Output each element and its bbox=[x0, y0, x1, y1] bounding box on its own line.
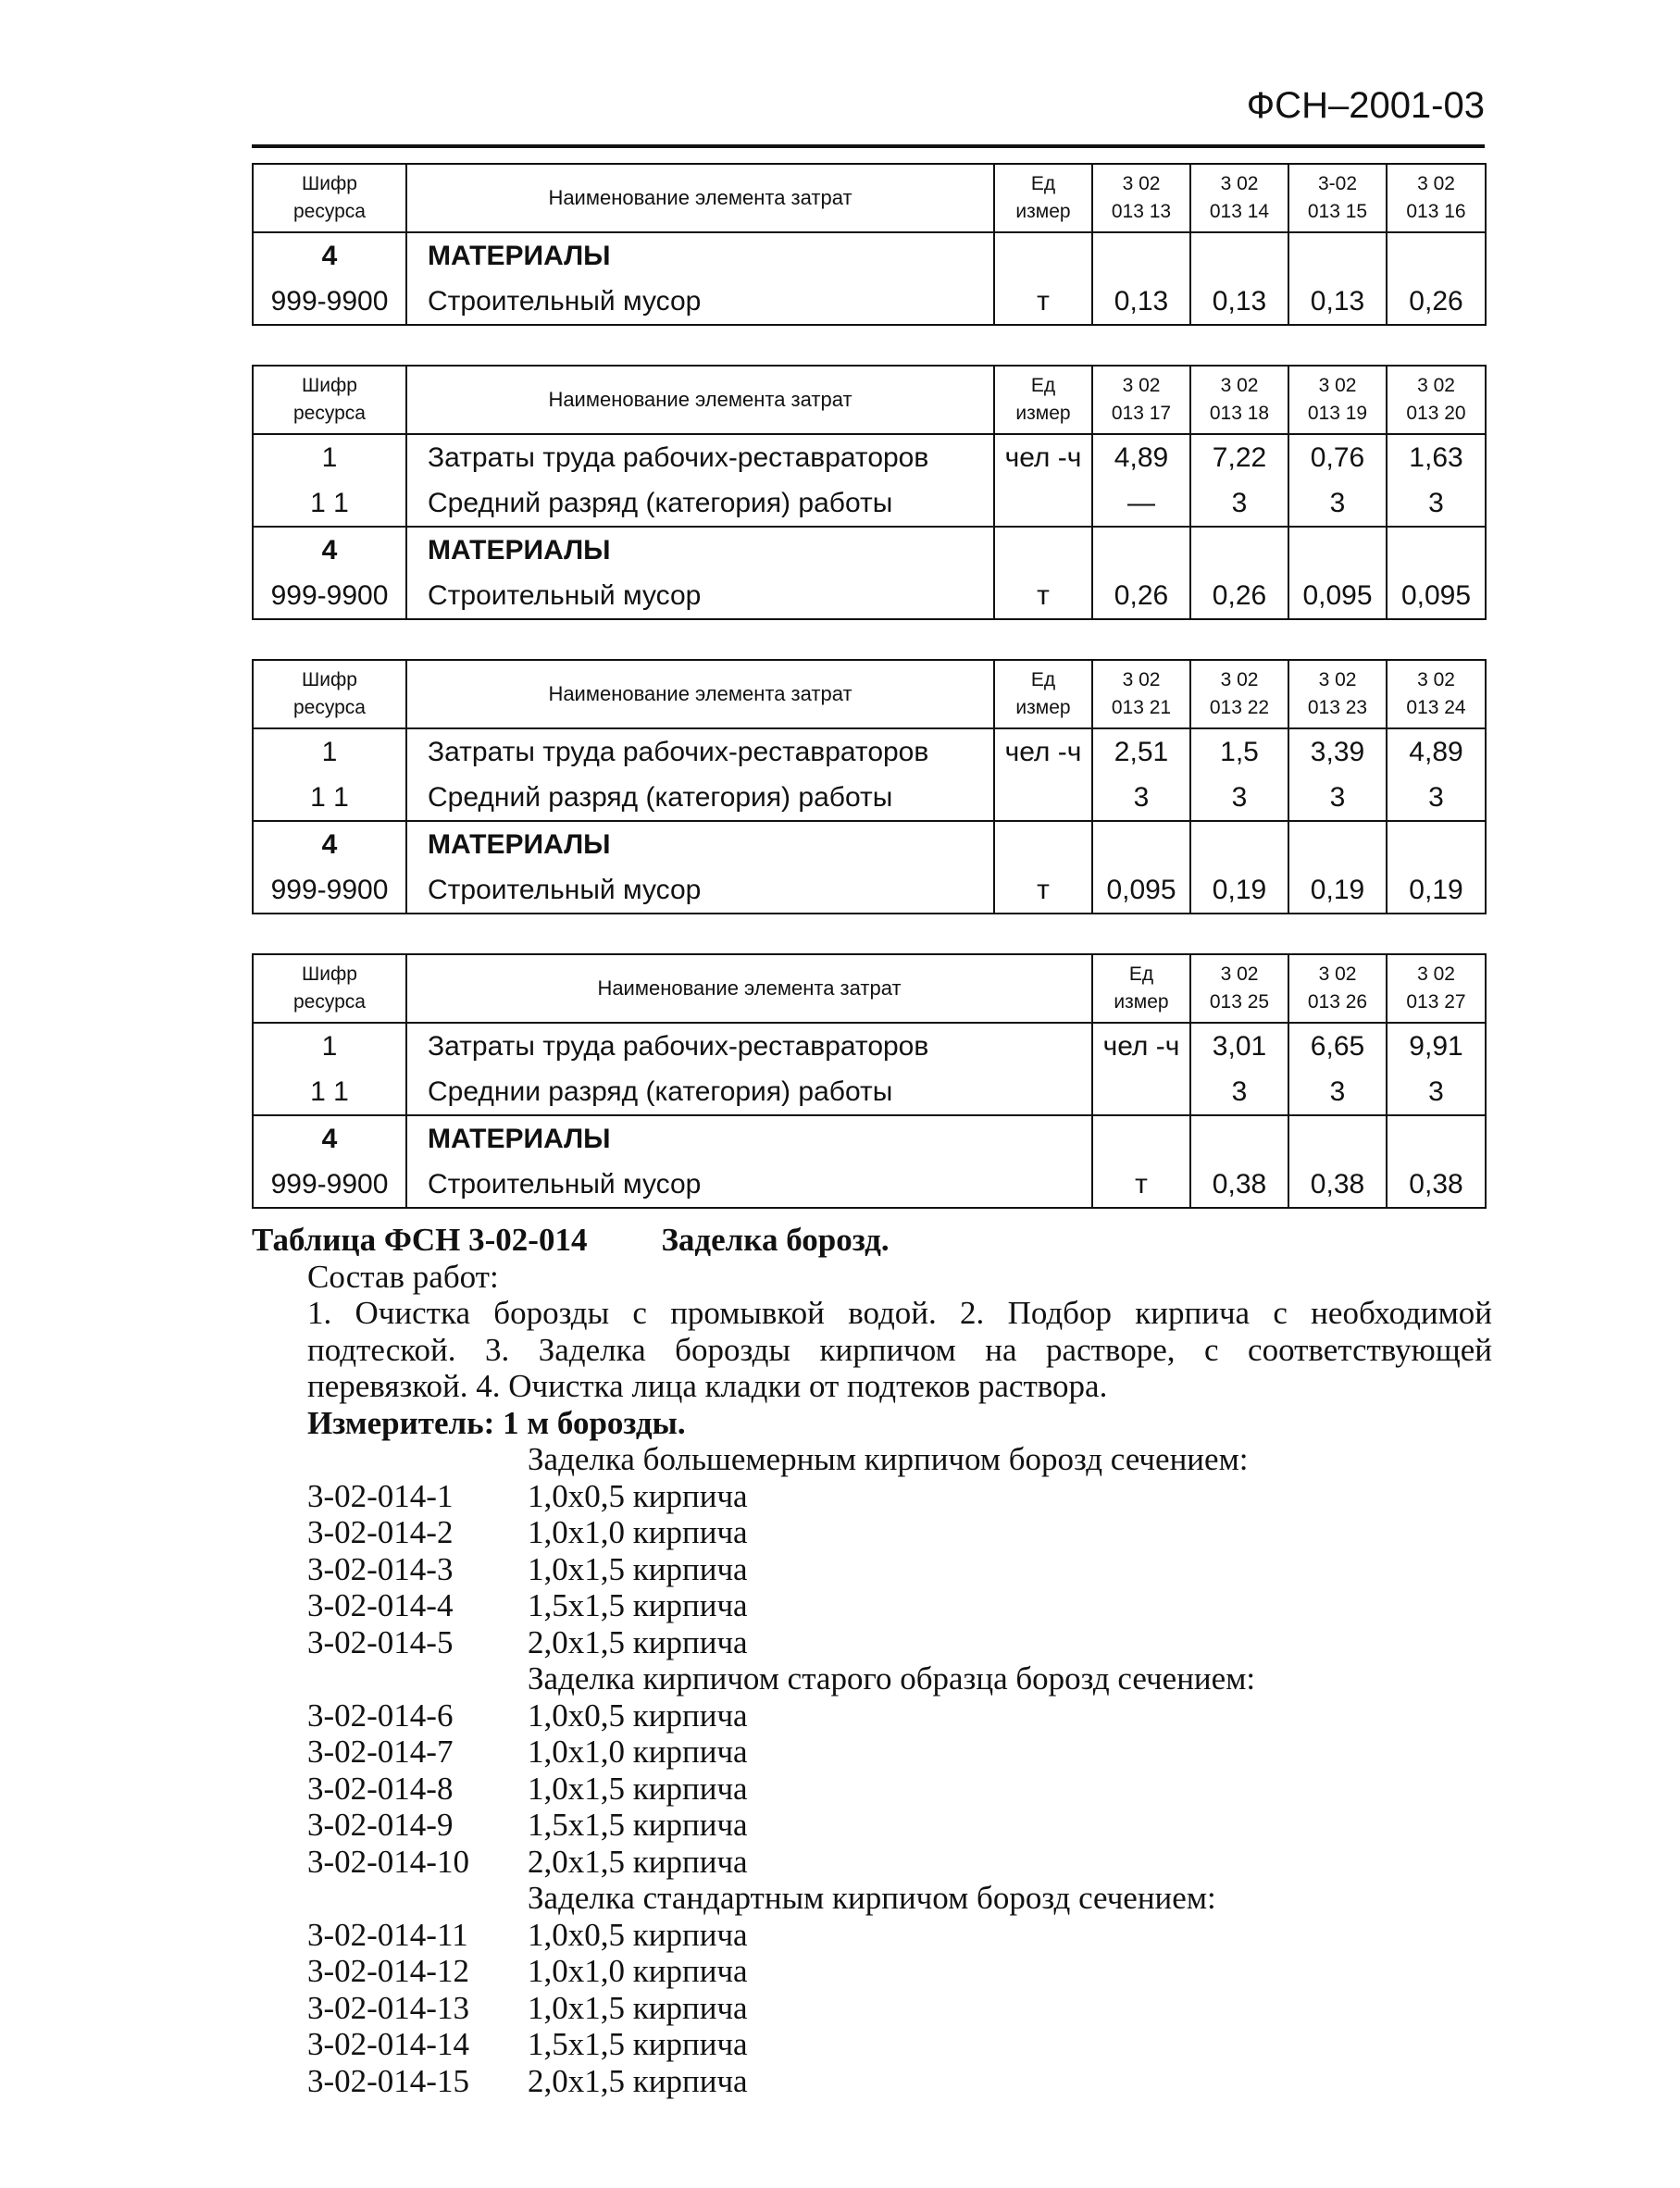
row-value: 3 bbox=[1190, 775, 1288, 821]
row-value: 3 bbox=[1190, 1069, 1288, 1115]
header-column: 3 02 013 17 bbox=[1092, 366, 1190, 434]
header-column: 3 02 013 27 bbox=[1387, 954, 1486, 1023]
header-code: Шифр ресурса bbox=[253, 164, 406, 232]
row-value: 0,095 bbox=[1387, 573, 1486, 619]
header-column: 3 02 013 24 bbox=[1387, 660, 1486, 728]
table-title: Заделка борозд. bbox=[661, 1222, 890, 1258]
group-title: Заделка стандартным кирпичом борозд сечением: bbox=[528, 1880, 1216, 1916]
row-value: — bbox=[1092, 480, 1190, 527]
row-name: Средний разряд (категория) работы bbox=[406, 775, 994, 821]
section-title bbox=[252, 1222, 1492, 1259]
row-name: МАТЕРИАЛЫ bbox=[406, 1115, 1092, 1162]
row-value bbox=[1092, 232, 1190, 279]
row-code: 999-9900 bbox=[253, 279, 406, 325]
row-value bbox=[1092, 821, 1190, 867]
table-header-row bbox=[253, 660, 1486, 728]
table-row bbox=[253, 434, 1486, 480]
row-name: Строительный мусор bbox=[406, 279, 994, 325]
item-code: 3-02-014-11 bbox=[307, 1916, 468, 1953]
list-item bbox=[252, 1734, 1492, 1771]
row-value bbox=[1288, 527, 1387, 573]
list-item bbox=[252, 1697, 1492, 1734]
row-code: 1 1 bbox=[253, 775, 406, 821]
header-column: 3 02 013 23 bbox=[1288, 660, 1387, 728]
resource-table-3 bbox=[252, 659, 1487, 914]
item-text: 1,5х1,5 кирпича bbox=[528, 1587, 748, 1623]
row-name: Средний разряд (категория) работы bbox=[406, 480, 994, 527]
header-unit: Ед измер bbox=[1092, 954, 1190, 1023]
item-code: 3-02-014-12 bbox=[307, 1953, 469, 1989]
header-name: Наименование элемента затрат bbox=[406, 366, 994, 434]
list-item bbox=[252, 1807, 1492, 1844]
row-code: 4 bbox=[253, 1115, 406, 1162]
row-value: 4,89 bbox=[1387, 728, 1486, 775]
page-header-title: ФСН–2001-03 bbox=[1246, 85, 1485, 126]
item-text: 1,0х1,0 кирпича bbox=[528, 1514, 748, 1550]
header-name: Наименование элемента затрат bbox=[406, 164, 994, 232]
item-code: 3-02-014-1 bbox=[307, 1477, 454, 1514]
table-row bbox=[253, 527, 1486, 573]
table-id: Таблица ФСН 3-02-014 bbox=[252, 1222, 588, 1258]
row-value bbox=[1387, 232, 1486, 279]
list-item bbox=[252, 1514, 1492, 1551]
row-value bbox=[1288, 821, 1387, 867]
item-code: 3-02-014-2 bbox=[307, 1514, 454, 1550]
table-row bbox=[253, 573, 1486, 619]
header-name: Наименование элемента затрат bbox=[406, 954, 1092, 1023]
row-unit: чел -ч bbox=[1092, 1023, 1190, 1069]
row-value: 3 bbox=[1288, 775, 1387, 821]
header-rule bbox=[252, 144, 1485, 148]
table-row bbox=[253, 867, 1486, 914]
table-header-row bbox=[253, 954, 1486, 1023]
row-value: 0,13 bbox=[1288, 279, 1387, 325]
table-row bbox=[253, 480, 1486, 527]
header-column: 3-02 013 15 bbox=[1288, 164, 1387, 232]
composition-text: 1. Очистка борозды с промывкой водой. 2. Подбор кирпича с необходимой подтеской. 3. Заделка борозды кирпичом на растворе, с соответствующей перевязкой. 4. Очистка лица кладки от подтеков раствора. bbox=[307, 1295, 1492, 1404]
row-value: 0,76 bbox=[1288, 434, 1387, 480]
resource-table-2 bbox=[252, 365, 1487, 620]
row-code: 1 bbox=[253, 1023, 406, 1069]
row-value: 0,26 bbox=[1387, 279, 1486, 325]
table-header-row bbox=[253, 164, 1486, 232]
row-unit: т bbox=[994, 867, 1092, 914]
row-value: 0,19 bbox=[1387, 867, 1486, 914]
item-text: 2,0х1,5 кирпича bbox=[528, 2062, 748, 2099]
row-unit bbox=[994, 821, 1092, 867]
row-code: 4 bbox=[253, 821, 406, 867]
table-row bbox=[253, 728, 1486, 775]
row-value: 0,095 bbox=[1288, 573, 1387, 619]
row-value bbox=[1288, 232, 1387, 279]
row-name: МАТЕРИАЛЫ bbox=[406, 527, 994, 573]
header-column: 3 02 013 13 bbox=[1092, 164, 1190, 232]
row-value: 0,38 bbox=[1288, 1162, 1387, 1208]
group-title: Заделка большемерным кирпичом борозд сечением: bbox=[528, 1441, 1249, 1477]
item-code: 3-02-014-14 bbox=[307, 2026, 469, 2062]
item-code: 3-02-014-10 bbox=[307, 1843, 469, 1880]
header-column: 3 02 013 14 bbox=[1190, 164, 1288, 232]
row-unit bbox=[994, 480, 1092, 527]
row-unit: т bbox=[994, 279, 1092, 325]
row-code: 999-9900 bbox=[253, 867, 406, 914]
row-value bbox=[1190, 1115, 1288, 1162]
header-column: 3 02 013 20 bbox=[1387, 366, 1486, 434]
row-value: 0,13 bbox=[1190, 279, 1288, 325]
header-unit: Ед измер bbox=[994, 366, 1092, 434]
row-name: Строительный мусор bbox=[406, 867, 994, 914]
row-value: 3 bbox=[1387, 480, 1486, 527]
row-value bbox=[1288, 1115, 1387, 1162]
header-code: Шифр ресурса bbox=[253, 660, 406, 728]
row-value: 3 bbox=[1190, 480, 1288, 527]
row-unit bbox=[994, 232, 1092, 279]
row-value: 0,38 bbox=[1190, 1162, 1288, 1208]
item-text: 2,0х1,5 кирпича bbox=[528, 1843, 748, 1880]
header-code: Шифр ресурса bbox=[253, 366, 406, 434]
composition-label: Состав работ: bbox=[307, 1258, 499, 1295]
header-column: 3 02 013 25 bbox=[1190, 954, 1288, 1023]
row-value: 0,26 bbox=[1190, 573, 1288, 619]
header-column: 3 02 013 21 bbox=[1092, 660, 1190, 728]
row-value bbox=[1190, 821, 1288, 867]
list-item bbox=[252, 1478, 1492, 1515]
row-value: 0,38 bbox=[1387, 1162, 1486, 1208]
row-value: 1,5 bbox=[1190, 728, 1288, 775]
row-value bbox=[1387, 821, 1486, 867]
item-text: 1,0х0,5 кирпича bbox=[528, 1916, 748, 1953]
item-code: 3-02-014-5 bbox=[307, 1623, 454, 1660]
item-text: 1,0х1,5 кирпича bbox=[528, 1989, 748, 2026]
row-code: 4 bbox=[253, 527, 406, 573]
item-text: 1,0х1,0 кирпича bbox=[528, 1734, 748, 1770]
table-row bbox=[253, 232, 1486, 279]
row-value: 3 bbox=[1288, 480, 1387, 527]
row-unit bbox=[1092, 1115, 1190, 1162]
row-name: Затраты труда рабочих-реставраторов bbox=[406, 728, 994, 775]
item-text: 1,0х0,5 кирпича bbox=[528, 1697, 748, 1734]
resource-table-4 bbox=[252, 953, 1487, 1209]
row-value: 0,19 bbox=[1288, 867, 1387, 914]
header-name: Наименование элемента затрат bbox=[406, 660, 994, 728]
row-unit: т bbox=[1092, 1162, 1190, 1208]
row-value: 0,19 bbox=[1190, 867, 1288, 914]
row-value: 0,13 bbox=[1092, 279, 1190, 325]
header-column: 3 02 013 19 bbox=[1288, 366, 1387, 434]
row-name: МАТЕРИАЛЫ bbox=[406, 232, 994, 279]
row-value: 6,65 bbox=[1288, 1023, 1387, 1069]
group-title: Заделка кирпичом старого образца борозд сечением: bbox=[528, 1660, 1256, 1697]
row-code: 1 1 bbox=[253, 1069, 406, 1115]
row-value: 3,39 bbox=[1288, 728, 1387, 775]
row-value bbox=[1387, 1115, 1486, 1162]
list-item bbox=[252, 1953, 1492, 1990]
item-text: 1,0х1,5 кирпича bbox=[528, 1550, 748, 1587]
table-row bbox=[253, 1162, 1486, 1208]
item-code: 3-02-014-3 bbox=[307, 1550, 454, 1587]
list-item bbox=[252, 1587, 1492, 1624]
row-unit bbox=[994, 527, 1092, 573]
resource-table-1 bbox=[252, 163, 1487, 326]
row-value: 3 bbox=[1288, 1069, 1387, 1115]
item-text: 2,0х1,5 кирпича bbox=[528, 1623, 748, 1660]
list-item bbox=[252, 1917, 1492, 1954]
row-code: 999-9900 bbox=[253, 1162, 406, 1208]
table-row bbox=[253, 1023, 1486, 1069]
item-code: 3-02-014-6 bbox=[307, 1697, 454, 1734]
item-text: 1,5х1,5 кирпича bbox=[528, 2026, 748, 2062]
row-name: Затраты труда рабочих-реставраторов bbox=[406, 1023, 1092, 1069]
row-unit bbox=[994, 775, 1092, 821]
list-item bbox=[252, 1551, 1492, 1588]
header-column: 3 02 013 18 bbox=[1190, 366, 1288, 434]
header-code: Шифр ресурса bbox=[253, 954, 406, 1023]
row-code: 1 bbox=[253, 434, 406, 480]
list-item bbox=[252, 1844, 1492, 1881]
row-value bbox=[1387, 527, 1486, 573]
row-value: 4,89 bbox=[1092, 434, 1190, 480]
item-code: 3-02-014-8 bbox=[307, 1770, 454, 1807]
measure-unit: Измеритель: 1 м борозды. bbox=[307, 1404, 686, 1441]
list-item bbox=[252, 1624, 1492, 1661]
row-value: 9,91 bbox=[1387, 1023, 1486, 1069]
header-unit: Ед измер bbox=[994, 164, 1092, 232]
row-value: 3,01 bbox=[1190, 1023, 1288, 1069]
row-value: 3 bbox=[1387, 1069, 1486, 1115]
list-item bbox=[252, 1771, 1492, 1808]
row-code: 4 bbox=[253, 232, 406, 279]
item-text: 1,5х1,5 кирпича bbox=[528, 1807, 748, 1843]
row-code: 999-9900 bbox=[253, 573, 406, 619]
row-name: Строительный мусор bbox=[406, 1162, 1092, 1208]
header-column: 3 02 013 26 bbox=[1288, 954, 1387, 1023]
item-code: 3-02-014-4 bbox=[307, 1587, 454, 1623]
row-name: МАТЕРИАЛЫ bbox=[406, 821, 994, 867]
row-value: 0,26 bbox=[1092, 573, 1190, 619]
item-text: 1,0х1,0 кирпича bbox=[528, 1953, 748, 1989]
row-name: Среднии разряд (категория) работы bbox=[406, 1069, 1092, 1115]
item-text: 1,0х0,5 кирпича bbox=[528, 1477, 748, 1514]
row-name: Строительный мусор bbox=[406, 573, 994, 619]
item-text: 1,0х1,5 кирпича bbox=[528, 1770, 748, 1807]
table-row bbox=[253, 775, 1486, 821]
row-value: 2,51 bbox=[1092, 728, 1190, 775]
table-row bbox=[253, 1069, 1486, 1115]
row-value: 3 bbox=[1387, 775, 1486, 821]
table-row bbox=[253, 279, 1486, 325]
row-value bbox=[1190, 527, 1288, 573]
row-value: 7,22 bbox=[1190, 434, 1288, 480]
row-code: 1 1 bbox=[253, 480, 406, 527]
row-unit: чел -ч bbox=[994, 728, 1092, 775]
item-code: 3-02-014-15 bbox=[307, 2062, 469, 2099]
row-value: 1,63 bbox=[1387, 434, 1486, 480]
row-unit bbox=[1092, 1069, 1190, 1115]
row-name: Затраты труда рабочих-реставраторов bbox=[406, 434, 994, 480]
header-column: 3 02 013 22 bbox=[1190, 660, 1288, 728]
list-item bbox=[252, 1990, 1492, 2027]
row-unit: чел -ч bbox=[994, 434, 1092, 480]
header-column: 3 02 013 16 bbox=[1387, 164, 1486, 232]
row-value: 0,095 bbox=[1092, 867, 1190, 914]
header-unit: Ед измер bbox=[994, 660, 1092, 728]
row-value bbox=[1092, 527, 1190, 573]
table-header-row bbox=[253, 366, 1486, 434]
section-text bbox=[252, 1222, 1492, 2099]
table-row bbox=[253, 821, 1486, 867]
list-item bbox=[252, 2026, 1492, 2063]
item-code: 3-02-014-13 bbox=[307, 1989, 469, 2026]
list-item bbox=[252, 2063, 1492, 2100]
row-value: 3 bbox=[1092, 775, 1190, 821]
row-unit: т bbox=[994, 573, 1092, 619]
row-value bbox=[1190, 232, 1288, 279]
item-code: 3-02-014-7 bbox=[307, 1734, 454, 1770]
item-code: 3-02-014-9 bbox=[307, 1807, 454, 1843]
row-code: 1 bbox=[253, 728, 406, 775]
table-row bbox=[253, 1115, 1486, 1162]
